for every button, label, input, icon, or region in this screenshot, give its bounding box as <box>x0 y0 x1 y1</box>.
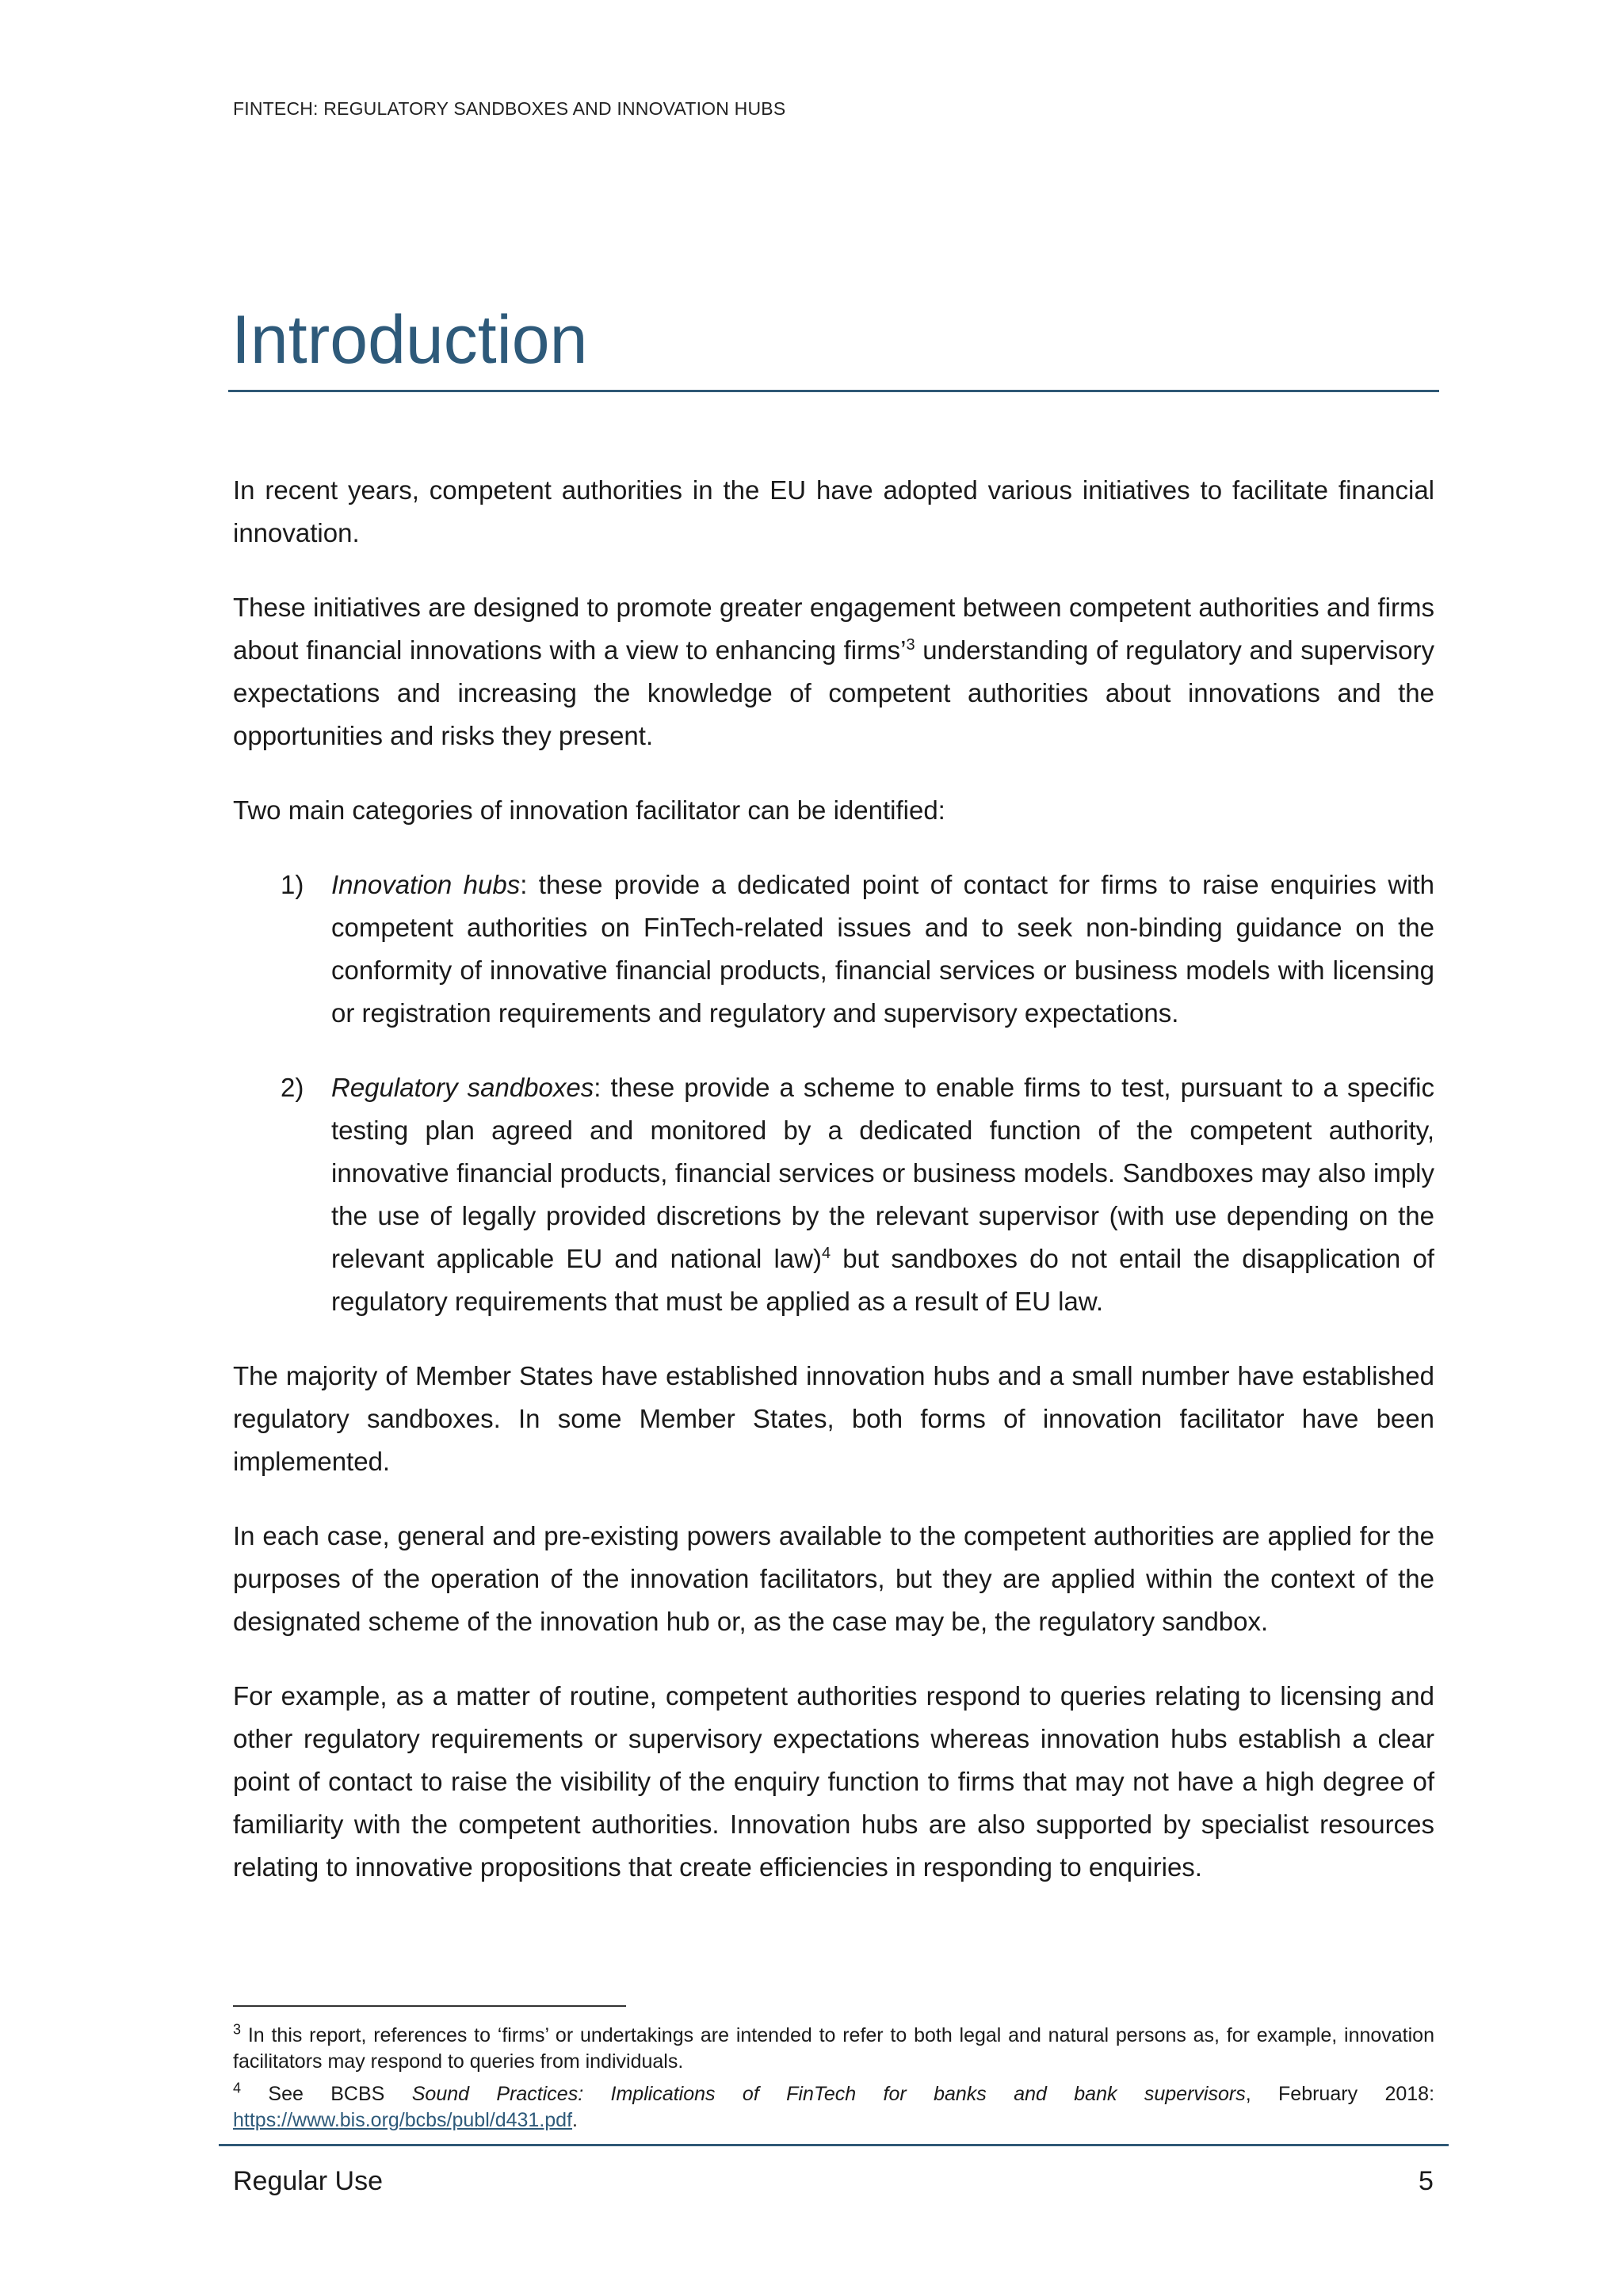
footnote-number: 3 <box>233 2021 242 2038</box>
paragraph-categories: Two main categories of innovation facilitator can be identified: <box>233 795 945 825</box>
paragraph-powers: In each case, general and pre-existing powers available to the competent authorities are applied for the purposes of the operation of the innovation facilitators, but they are applied within the context of the designated scheme of the innovation hub or, as the case may be, the regulatory sandbox. <box>233 1521 1434 1636</box>
list-item-regulatory-sandboxes <box>233 1066 1434 1323</box>
list-item-text-b: but sandboxes do not entail the disapplication of regulatory requirements that must be applied as a result of EU law. <box>331 1244 1434 1316</box>
list-item-innovation-hubs <box>233 864 1434 1035</box>
footer-classification: Regular Use <box>233 2166 383 2196</box>
footer-divider <box>219 2144 1449 2146</box>
facilitator-list <box>233 864 1434 1323</box>
footnote-number: 4 <box>233 2080 242 2096</box>
list-item-number: 1) <box>281 870 304 899</box>
footnote-separator <box>233 2005 626 2007</box>
list-item-number: 2) <box>281 1073 304 1102</box>
footnote-text-c: . <box>572 2109 578 2131</box>
body-text <box>233 469 1434 1920</box>
term-regulatory-sandboxes: Regulatory sandboxes <box>331 1073 594 1102</box>
footnote-text: In this report, references to ‘firms’ or undertakings are intended to refer to both legal and natural persons as, for example, innovation facilitators may respond to queries from individuals. <box>233 2024 1434 2073</box>
footnote-ref-3[interactable]: 3 <box>906 636 915 654</box>
footnote-4 <box>233 2081 1434 2134</box>
term-innovation-hubs: Innovation hubs <box>331 870 521 899</box>
footnotes <box>233 2023 1434 2140</box>
list-item-text: : these provide a scheme to enable firms to test, pursuant to a specific testing plan agreed and monitored by a dedicated function of the competent authority, innovative financial products, financial services or business models. Sandboxes may also imply the use of legally provided discretions by the relevant supervisor (with use depending on the relevant applicable EU and national law) <box>331 1073 1434 1273</box>
footnote-ref-4[interactable]: 4 <box>821 1245 831 1262</box>
page-number: 5 <box>1419 2166 1434 2196</box>
footnote-3 <box>233 2023 1434 2075</box>
paragraph-member-states: The majority of Member States have established innovation hubs and a small number have established regulatory sandboxes. In some Member States, both forms of innovation facilitator have been implemented. <box>233 1361 1434 1476</box>
paragraph-initiatives <box>233 586 1434 757</box>
paragraph-initiatives-text-b: understanding of regulatory and supervisory expectations and increasing the knowledge of competent authorities about innovations and the opportunities and risks they present. <box>233 635 1434 750</box>
running-header: FINTECH: REGULATORY SANDBOXES AND INNOVATION HUBS <box>233 98 786 119</box>
list-item-text: : these provide a dedicated point of contact for firms to raise enquiries with competent authorities on FinTech-related issues and to seek non-binding guidance on the conformity of innovative financial products, financial services or business models with licensing or registration requirements and regulatory and supervisory expectations. <box>331 870 1434 1028</box>
bis-report-link[interactable]: https://www.bis.org/bcbs/publ/d431.pdf <box>233 2109 573 2131</box>
paragraph-initiatives-text-a: These initiatives are designed to promote greater engagement between competent authorities and firms about financial innovations with a view to enhancing firms’ <box>233 593 1434 665</box>
title-divider <box>228 390 1439 392</box>
paragraph-example: For example, as a matter of routine, competent authorities respond to queries relating to licensing and other regulatory requirements or supervisory expectations whereas innovation hubs establish a clear point of contact to raise the visibility of the enquiry function to firms that may not have a high degree of familiarity with the competent authorities. Innovation hubs are also supported by specialist resources relating to innovative propositions that create efficiencies in responding to enquiries. <box>233 1681 1434 1882</box>
footnote-cited-title: Sound Practices: Implications of FinTech for banks and bank supervisors <box>411 2083 1246 2105</box>
footnote-text: See BCBS <box>241 2083 412 2105</box>
footnote-text-b: , February 2018: <box>1245 2083 1435 2105</box>
page-title: Introduction <box>231 302 588 378</box>
paragraph-intro: In recent years, competent authorities in the EU have adopted various initiatives to facilitate financial innovation. <box>233 475 1434 547</box>
